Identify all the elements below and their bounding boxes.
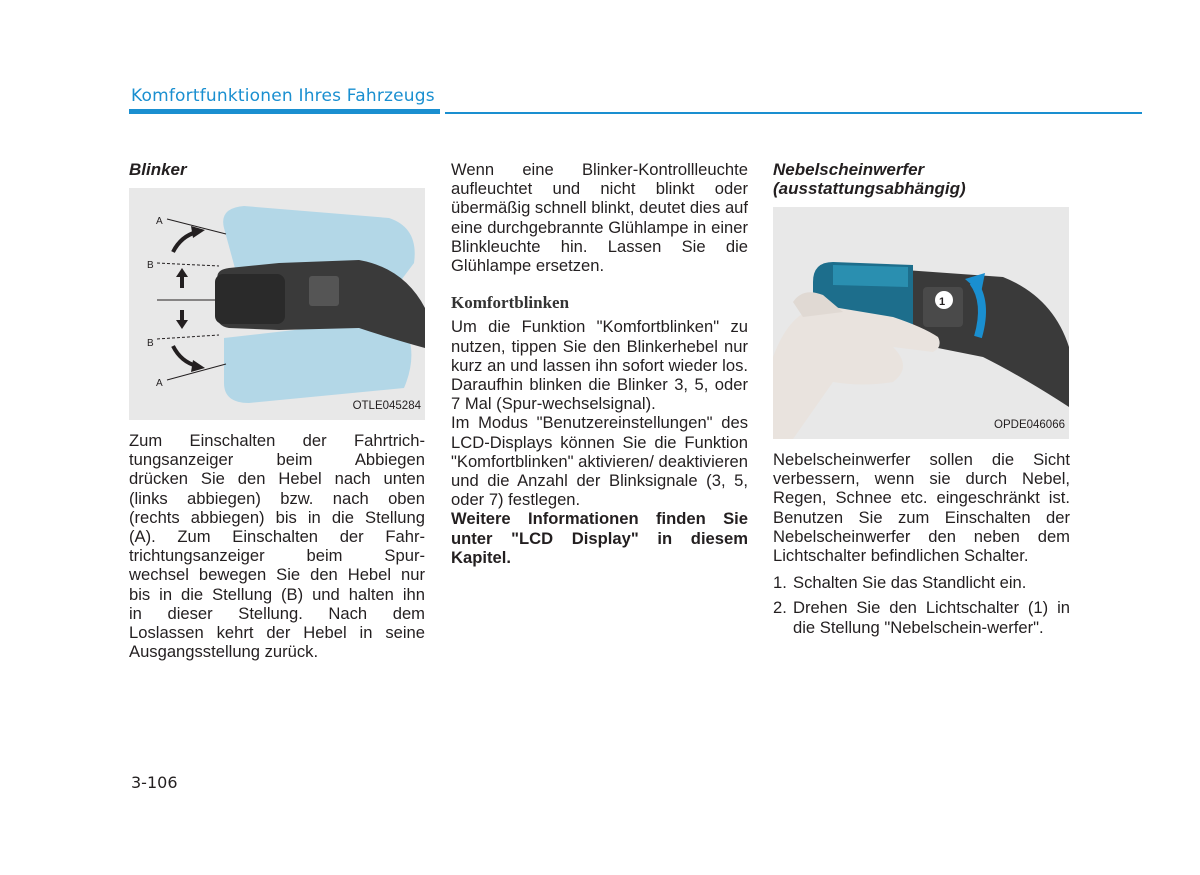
blinker-paragraph [129, 431, 425, 661]
fog-paragraph: Nebelscheinwerfer sollen die Sicht verbessern, wenn sie durch Nebel, Regen, Schnee etc. eingeschränkt ist. Benutzen Sie zum Einschalten der Nebelscheinwerfer den neben dem Lichtschalter befindlichen Schalter. [773, 450, 1070, 566]
figure-code: OPDE046066 [994, 418, 1065, 431]
komfort-paragraph-1: Um die Funktion "Komfortblinken" zu nutzen, tippen Sie den Blinkerhebel nur kurz an und lassen ihn sofort wieder los. Daraufhin blinken die Blinker 3, 5, oder 7 Mal (Spur-wechselsignal). [451, 317, 748, 414]
line: bis in die Stellung (B) und halten ihn [129, 584, 425, 604]
step-text: Schalten Sie das Standlicht ein. [793, 573, 1027, 593]
label-b-bottom: B [147, 338, 154, 349]
section-title-blinker: Blinker [129, 160, 187, 179]
label-b-top: B [147, 260, 154, 271]
fog-steps-list [773, 573, 1070, 637]
step-text: Drehen Sie den Lichtschalter (1) in die Stellung "Nebelschein-werfer". [793, 598, 1070, 637]
line: Zum Einschalten der Fahrtrich- [129, 431, 425, 450]
list-item [773, 573, 1070, 592]
line: (links abbiegen) bzw. nach oben [129, 488, 425, 508]
section-title-line1: Nebelscheinwerfer [773, 160, 925, 179]
line: (A). Zum Einschalten der Fahr- [129, 527, 425, 547]
fog-switch-illustration [773, 207, 1069, 439]
label-a-bottom: A [156, 378, 163, 389]
header-bar-thin [445, 112, 1142, 114]
figure-turn-signal-lever [129, 188, 425, 420]
line: wechsel bewegen Sie den Hebel nur [129, 565, 425, 585]
step-number: 2. [773, 598, 787, 618]
line: Loslassen kehrt der Hebel in seine [129, 623, 425, 643]
line: in dieser Stellung. Nach dem [129, 603, 425, 623]
figure-code: OTLE045284 [352, 399, 421, 412]
list-item [773, 598, 1070, 636]
label-a-top: A [156, 216, 163, 227]
line: Ausgangsstellung zurück. [129, 642, 319, 662]
line: drücken Sie den Hebel nach unten [129, 469, 425, 489]
header-title: Komfortfunktionen Ihres Fahrzeugs [131, 86, 435, 106]
header-bar-thick [129, 109, 440, 114]
subsection-title-komfortblinken: Komfortblinken [451, 293, 570, 313]
komfort-paragraph-3: Weitere Informationen finden Sie unter "LCD Display" in diesem Kapitel. [451, 509, 748, 567]
step-number: 1. [773, 573, 787, 593]
column-komfortblinken [451, 160, 748, 567]
page-number: 3-106 [131, 773, 178, 792]
column-blinker [129, 160, 425, 661]
section-title-line2: (ausstattungsabhängig) [773, 179, 966, 198]
line: trichtungsanzeiger beim Spur- [129, 546, 425, 566]
line: tungsanzeiger beim Abbiegen [129, 450, 425, 470]
switch-badge: 1 [939, 296, 946, 308]
turn-signal-illustration [129, 188, 425, 420]
figure-fog-lamp-switch [773, 207, 1069, 439]
line: (rechts abbiegen) bis in die Stellung [129, 507, 425, 527]
column-nebelscheinwerfer [773, 160, 1070, 643]
komfort-paragraph-2: Im Modus "Benutzereinstellungen" des LCD-Displays können Sie die Funktion "Komfortblinken" aktivieren/ deaktivieren und die Anzahl der Blinksignale (3, 5, oder 7) festlegen. [451, 413, 748, 510]
intro-paragraph: Wenn eine Blinker-Kontrollleuchte aufleuchtet und nicht blinkt oder übermäßig schnell blinkt, deutet dies auf eine durchgebrannte Glühlampe in einer Blinkleuchte hin. Lassen Sie die Glühlampe ersetzen. [451, 160, 749, 276]
